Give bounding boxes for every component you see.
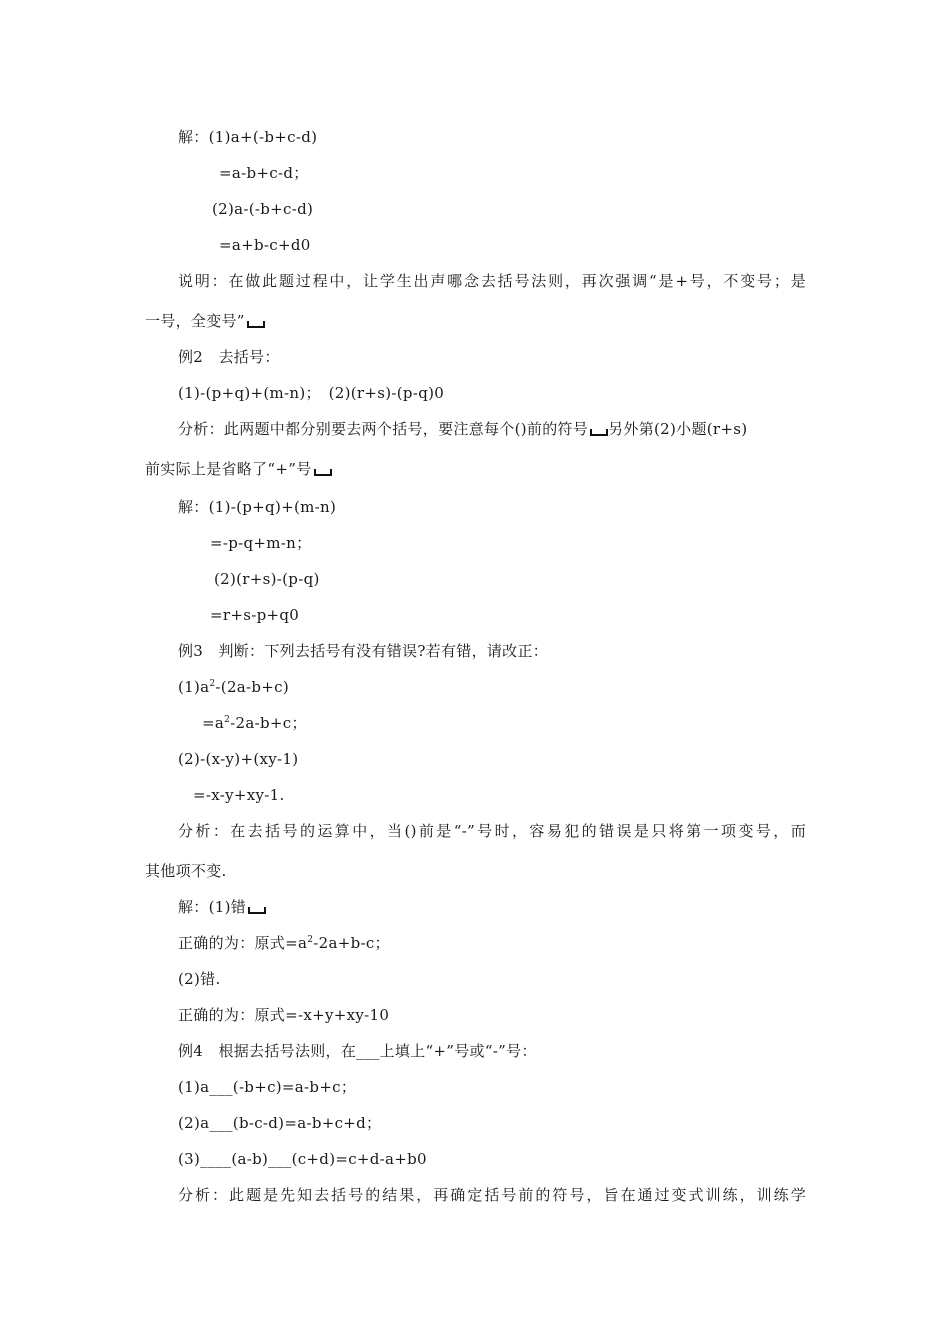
expr-part: (1)a (178, 678, 210, 696)
example-line (178, 677, 289, 697)
note-paragraph-line: 说明：在做此题过程中，让学生出声哪念去括号法则，再次强调“是+号，不变号；是 (178, 272, 806, 290)
expr-part: -(2a-b+c) (215, 678, 290, 696)
analysis-line (178, 419, 747, 439)
solution-line: (2)错. (178, 970, 221, 988)
analysis-text: 分析：此两题中都分别要去两个括号，要注意每个()前的符号 (178, 420, 589, 438)
example-line: (1)-(p+q)+(m-n)； (2)(r+s)-(p-q)0 (178, 384, 445, 402)
expr-part: =a (202, 714, 225, 732)
solution-line: 解：(1)-(p+q)+(m-n) (178, 498, 337, 516)
solution-line: =r+s-p+q0 (210, 606, 300, 624)
expr-part: 正确的为：原式=a (178, 934, 308, 952)
solution-line: =a+b-c+d0 (219, 236, 311, 254)
note-text: 一号，全变号” (145, 312, 245, 330)
exponent: 2 (224, 715, 231, 725)
analysis-line: 其他项不变. (145, 862, 227, 880)
bracket-mark (314, 469, 332, 476)
example-line: (1)a___(-b+c)=a-b+c； (178, 1078, 357, 1096)
example-line: =-x-y+xy-1. (193, 786, 285, 804)
solution-line: (2)(r+s)-(p-q) (214, 570, 320, 588)
solution-line: (2)a-(-b+c-d) (212, 200, 314, 218)
bracket-mark (248, 907, 266, 914)
solution-line: =-p-q+m-n； (210, 534, 312, 552)
expr-part: -2a+b-c； (313, 934, 390, 952)
solution-line: =a-b+c-d； (219, 164, 309, 182)
bracket-mark (590, 429, 608, 436)
exponent: 2 (307, 935, 314, 945)
example-heading: 例4 根据去括号法则，在___上填上“+”号或“-”号： (178, 1042, 537, 1060)
example-line (202, 713, 307, 733)
analysis-text: 前实际上是省略了“+”号 (145, 460, 312, 478)
solution-text: 解：(1)错 (178, 898, 247, 916)
bracket-mark (247, 321, 265, 328)
solution-line (178, 933, 390, 953)
expr-part: -2a-b+c； (230, 714, 307, 732)
example-line: (3)____(a-b)___(c+d)=c+d-a+b0 (178, 1150, 427, 1168)
analysis-line: 分析：此题是先知去括号的结果，再确定括号前的符号，旨在通过变式训练，训练学 (178, 1186, 806, 1204)
solution-line: 正确的为：原式=-x+y+xy-10 (178, 1006, 390, 1024)
example-heading: 例2 去括号： (178, 348, 280, 366)
analysis-line: 分析：在去括号的运算中，当()前是“-”号时，容易犯的错误是只将第一项变号，而 (178, 822, 806, 840)
solution-line: 解：(1)a+(-b+c-d) (178, 128, 318, 146)
example-heading: 例3 判断：下列去括号有没有错误?若有错，请改正： (178, 642, 549, 660)
solution-line (178, 897, 266, 917)
example-line: (2)a___(b-c-d)=a-b+c+d； (178, 1114, 382, 1132)
example-line: (2)-(x-y)+(xy-1) (178, 750, 299, 768)
exponent: 2 (209, 679, 216, 689)
note-paragraph-line (145, 311, 265, 331)
analysis-line (145, 459, 332, 479)
analysis-text: 另外第(2)小题(r+s) (608, 420, 748, 438)
